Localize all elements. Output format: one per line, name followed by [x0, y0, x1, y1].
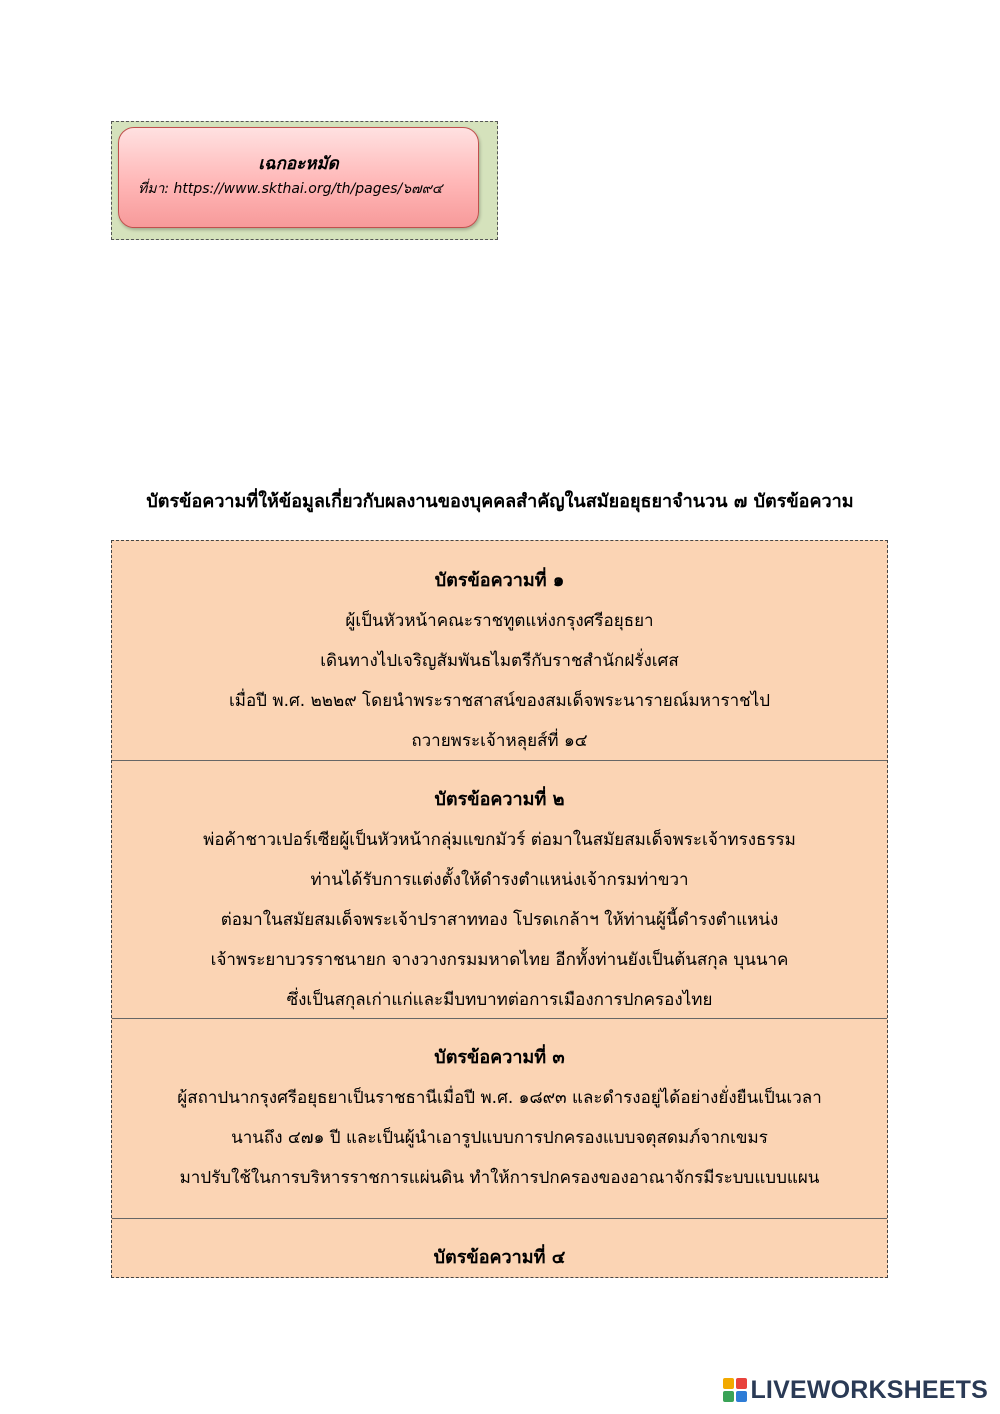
card-title: บัตรข้อความที่ ๓: [434, 1047, 565, 1068]
source-box: [111, 121, 498, 240]
logo-square-4: [736, 1391, 747, 1402]
card-line: ซึ่งเป็นสกุลเก่าแก่และมีบทบาทต่อการเมืองการปกครองไทย: [286, 990, 713, 1010]
card-line: มาปรับใช้ในการบริหารราชการแผ่นดิน ทำให้การปกครองของอาณาจักรมีระบบแบบแผน: [179, 1168, 820, 1188]
source-reference: ที่มา: https://www.skthai.org/th/pages/๖๗๙๔: [138, 181, 443, 197]
card-line: เดินทางไปเจริญสัมพันธไมตรีกับราชสำนักฝรั่งเศส: [320, 651, 679, 671]
message-card-4: [112, 1218, 887, 1297]
logo-square-2: [736, 1378, 747, 1389]
liveworksheets-logo-icon: [723, 1378, 747, 1402]
card-line: พ่อค้าชาวเปอร์เซียผู้เป็นหัวหน้ากลุ่มแขกมัวร์ ต่อมาในสมัยสมเด็จพระเจ้าทรงธรรม: [203, 830, 796, 850]
card-line: เมื่อปี พ.ศ. ๒๒๒๙ โดยนำพระราชสาสน์ของสมเด็จพระนารายณ์มหาราชไป: [228, 691, 771, 711]
card-line: ผู้สถาปนากรุงศรีอยุธยาเป็นราชธานีเมื่อปี พ.ศ. ๑๘๙๓ และดำรงอยู่ได้อย่างยั่งยืนเป็นเวลา: [177, 1088, 822, 1108]
message-card-2: [112, 760, 887, 1038]
brand-name: LIVEWORKSHEETS: [750, 1375, 988, 1404]
source-callout: [118, 127, 479, 228]
card-line: ถวายพระเจ้าหลุยส์ที่ ๑๔: [411, 731, 588, 751]
card-title: บัตรข้อความที่ ๑: [434, 570, 565, 591]
message-card-3: [112, 1018, 887, 1219]
message-card-1: [112, 561, 887, 759]
card-line: เจ้าพระยาบวรราชนายก จางวางกรมมหาดไทย อีกทั้งท่านยังเป็นต้นสกุล บุนนาค: [210, 950, 789, 970]
card-line: ต่อมาในสมัยสมเด็จพระเจ้าปราสาททอง โปรดเกล้าฯ ให้ท่านผู้นี้ดำรงตำแหน่ง: [220, 910, 779, 930]
card-line: ท่านได้รับการแต่งตั้งให้ดำรงตำแหน่งเจ้ากรมท่าขวา: [310, 870, 689, 890]
message-cards-table: [111, 540, 888, 1278]
card-line: ผู้เป็นหัวหน้าคณะราชทูตแห่งกรุงศรีอยุธยา: [345, 611, 654, 631]
liveworksheets-logo[interactable]: [723, 1374, 988, 1406]
section-heading: บัตรข้อความที่ให้ข้อมูลเกี่ยวกับผลงานของบุคคลสำคัญในสมัยอยุธยาจำนวน ๗ บัตรข้อความ: [146, 491, 854, 512]
card-title: บัตรข้อความที่ ๔: [433, 1247, 566, 1268]
logo-square-1: [723, 1378, 734, 1389]
card-title: บัตรข้อความที่ ๒: [434, 789, 565, 810]
person-name: เฉกอะหมัด: [258, 154, 339, 174]
card-line: นานถึง ๔๗๑ ปี และเป็นผู้นำเอารูปแบบการปกครองแบบจตุสดมภ์จากเขมร: [231, 1128, 768, 1148]
logo-square-3: [723, 1391, 734, 1402]
